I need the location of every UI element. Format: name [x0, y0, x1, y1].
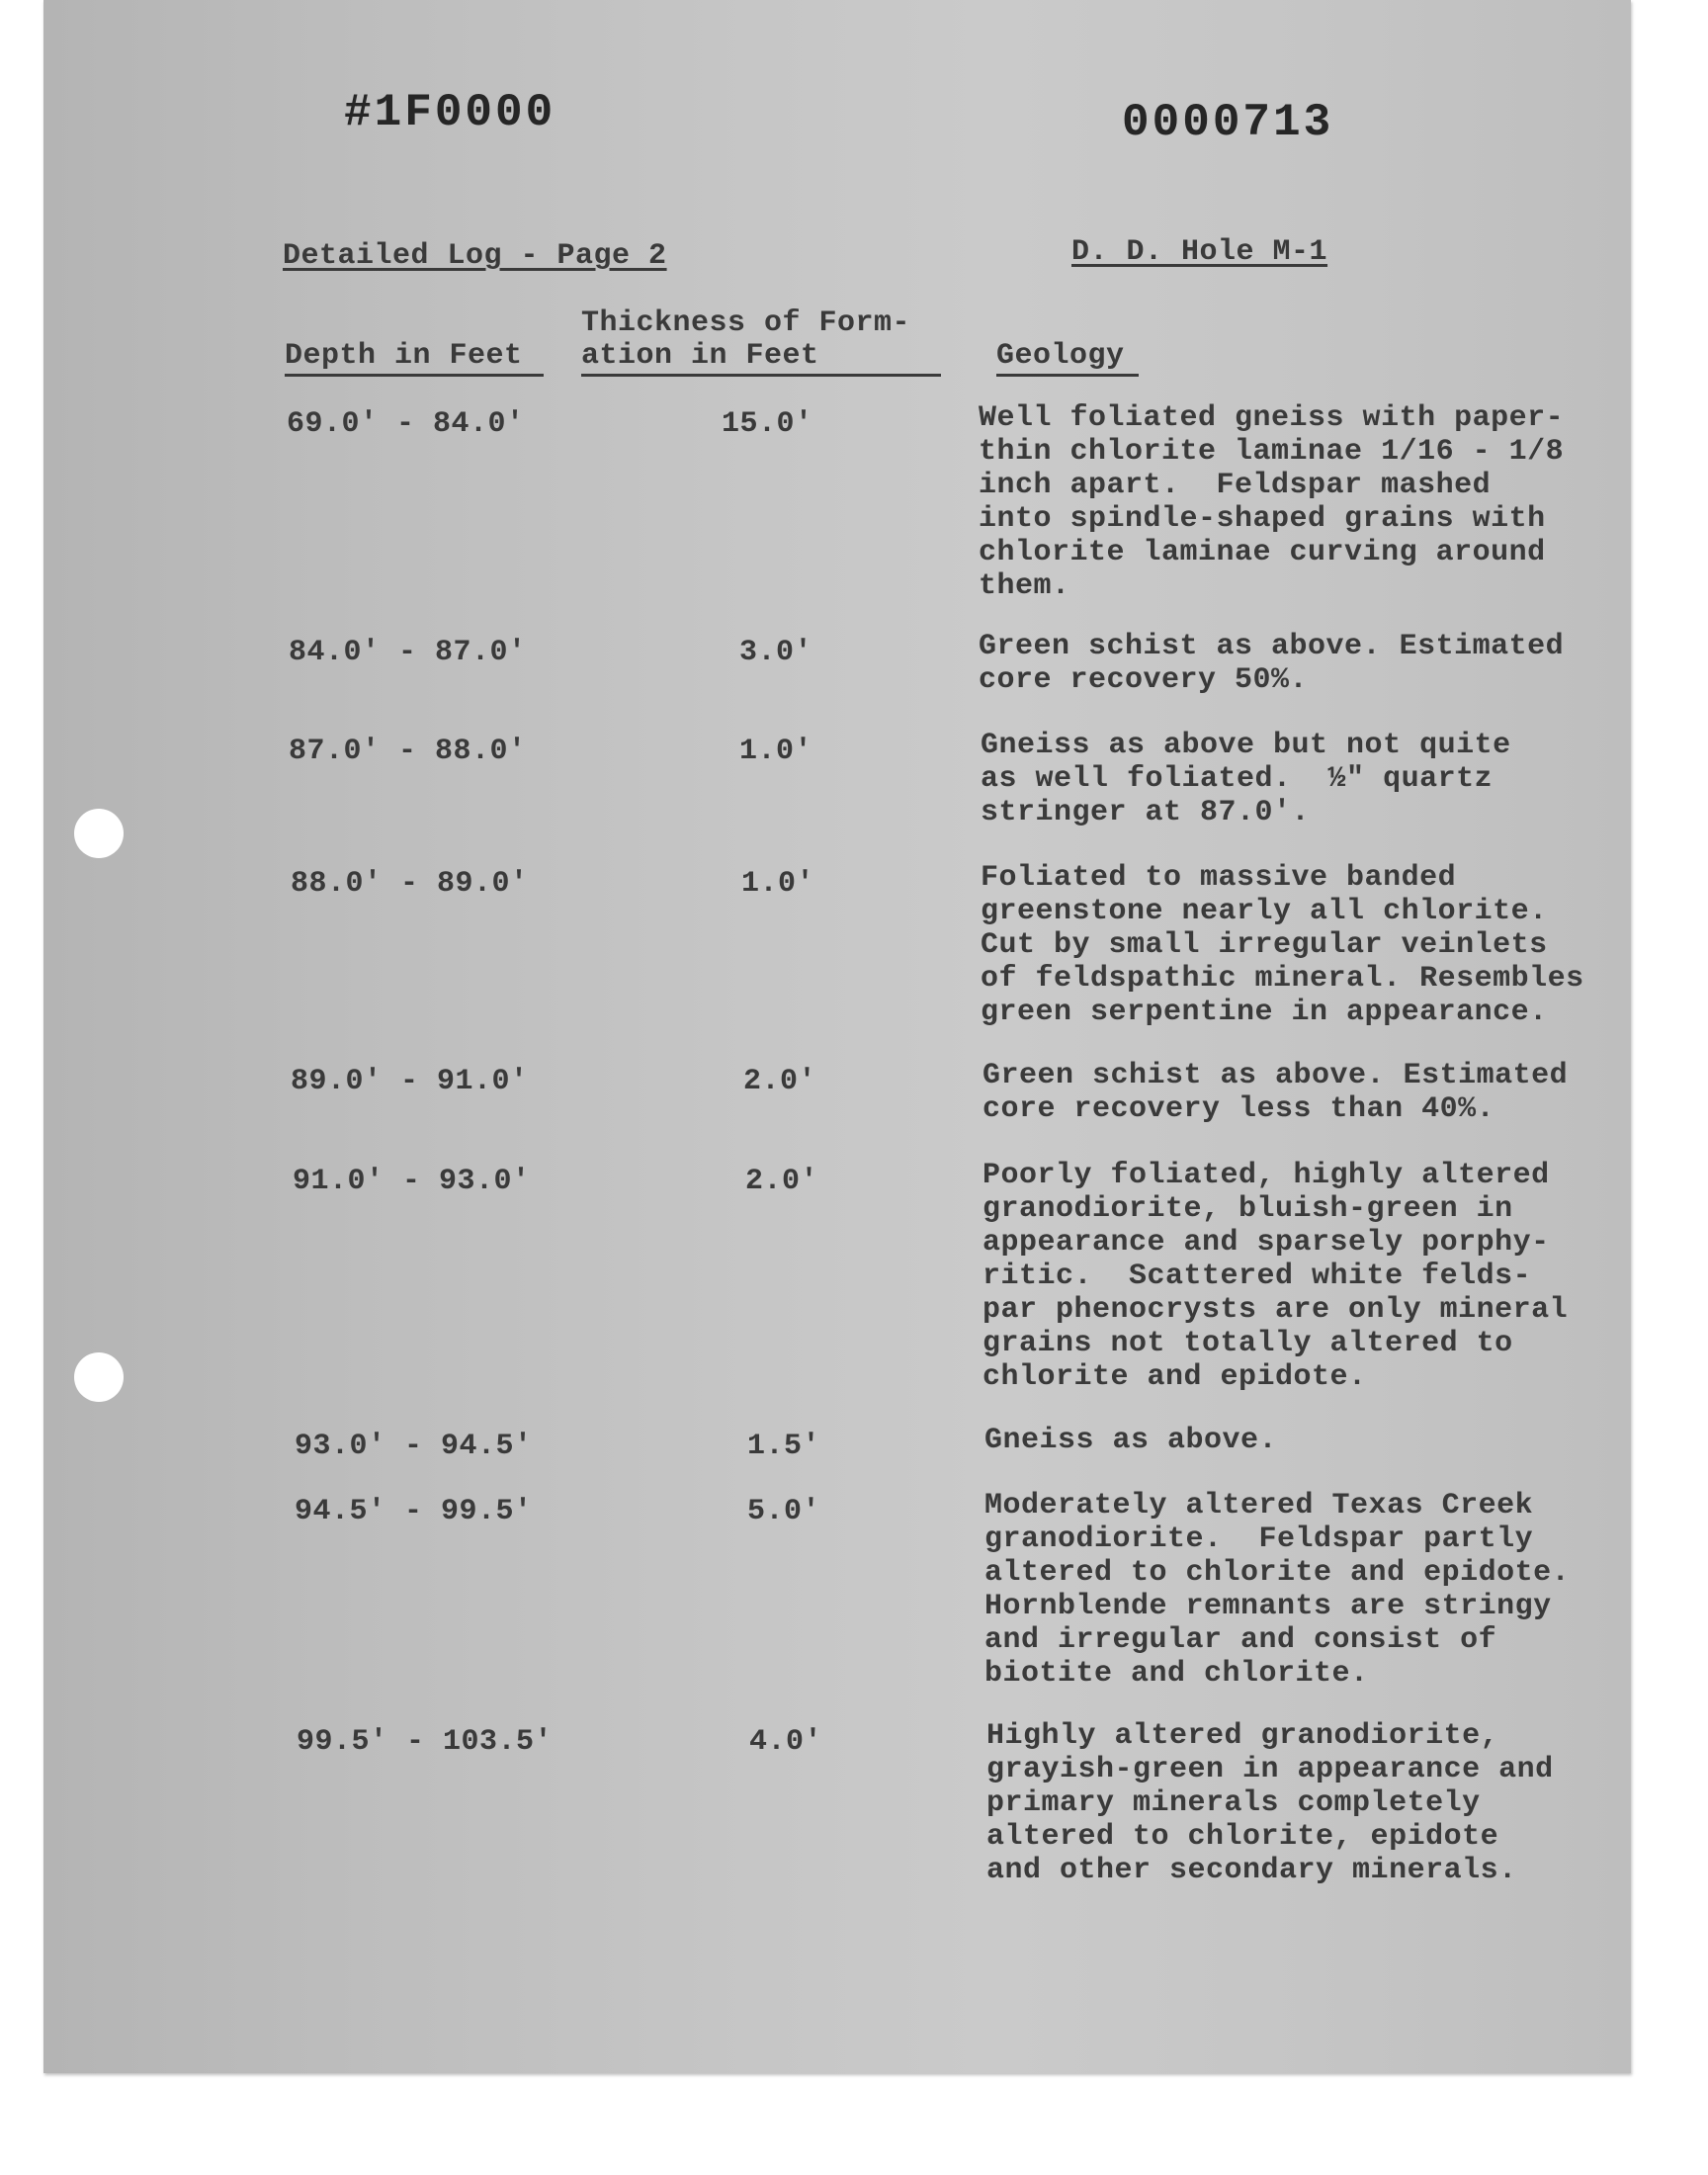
column-header-depth-underline [285, 374, 544, 377]
column-header-depth: Depth in Feet [285, 339, 523, 373]
row-depth: 99.5' - 103.5' [297, 1725, 554, 1759]
row-thickness: 5.0' [747, 1495, 821, 1528]
column-header-thickness-line1: Thickness of Form- [581, 306, 911, 340]
row-thickness: 1.0' [741, 867, 815, 901]
row-geology: Highly altered granodiorite, grayish-green in appearance and primary minerals completely altered to chlorite, epidote and other secondary minerals. [986, 1719, 1554, 1887]
row-depth: 87.0' - 88.0' [289, 735, 527, 768]
serial-right: 0000713 [1122, 97, 1334, 148]
row-geology: Foliated to massive banded greenstone nearly all chlorite. Cut by small irregular veinlets of feldspathic mineral. Resembles green serpentine in appearance. [981, 861, 1584, 1029]
row-geology: Gneiss as above. [984, 1424, 1278, 1457]
row-geology: Green schist as above. Estimated core recovery 50%. [979, 630, 1565, 697]
row-depth: 84.0' - 87.0' [289, 636, 527, 669]
column-header-geology-underline [996, 374, 1139, 377]
row-depth: 88.0' - 89.0' [291, 867, 529, 901]
binder-hole-lower [74, 1352, 124, 1402]
binder-hole-upper [74, 809, 124, 858]
row-geology: Poorly foliated, highly altered granodiorite, bluish-green in appearance and sparsely porphy- ritic. Scattered white felds- par phenocrysts are only mineral grains not totally altered to chlorite and epidote. [982, 1159, 1569, 1394]
row-thickness: 1.5' [747, 1430, 821, 1463]
row-geology: Green schist as above. Estimated core recovery less than 40%. [982, 1059, 1569, 1126]
row-thickness: 15.0' [722, 407, 813, 441]
row-geology: Moderately altered Texas Creek granodiorite. Feldspar partly altered to chlorite and epidote. Hornblende remnants are stringy and irregular and consist of biotite and chlorite. [984, 1489, 1571, 1691]
row-geology: Gneiss as above but not quite as well foliated. ½" quartz stringer at 87.0'. [981, 729, 1511, 829]
row-thickness: 1.0' [739, 735, 813, 768]
row-depth: 93.0' - 94.5' [295, 1430, 533, 1463]
row-thickness: 2.0' [743, 1065, 817, 1098]
row-depth: 89.0' - 91.0' [291, 1065, 529, 1098]
row-geology: Well foliated gneiss with paper- thin chlorite laminae 1/16 - 1/8 inch apart. Feldspar mashed into spindle-shaped grains with chlorite laminae curving around them. [979, 401, 1565, 603]
column-header-thickness-underline [581, 374, 941, 377]
row-thickness: 2.0' [745, 1165, 819, 1198]
row-thickness: 4.0' [749, 1725, 823, 1759]
row-depth: 94.5' - 99.5' [295, 1495, 533, 1528]
row-depth: 69.0' - 84.0' [287, 407, 525, 441]
column-header-thickness-line2: ation in Feet [581, 339, 819, 373]
page-title: Detailed Log - Page 2 [283, 239, 667, 273]
row-depth: 91.0' - 93.0' [293, 1165, 531, 1198]
column-header-geology: Geology [996, 339, 1125, 373]
row-thickness: 3.0' [739, 636, 813, 669]
serial-left: #1F0000 [344, 87, 556, 138]
hole-id: D. D. Hole M-1 [1071, 235, 1328, 269]
